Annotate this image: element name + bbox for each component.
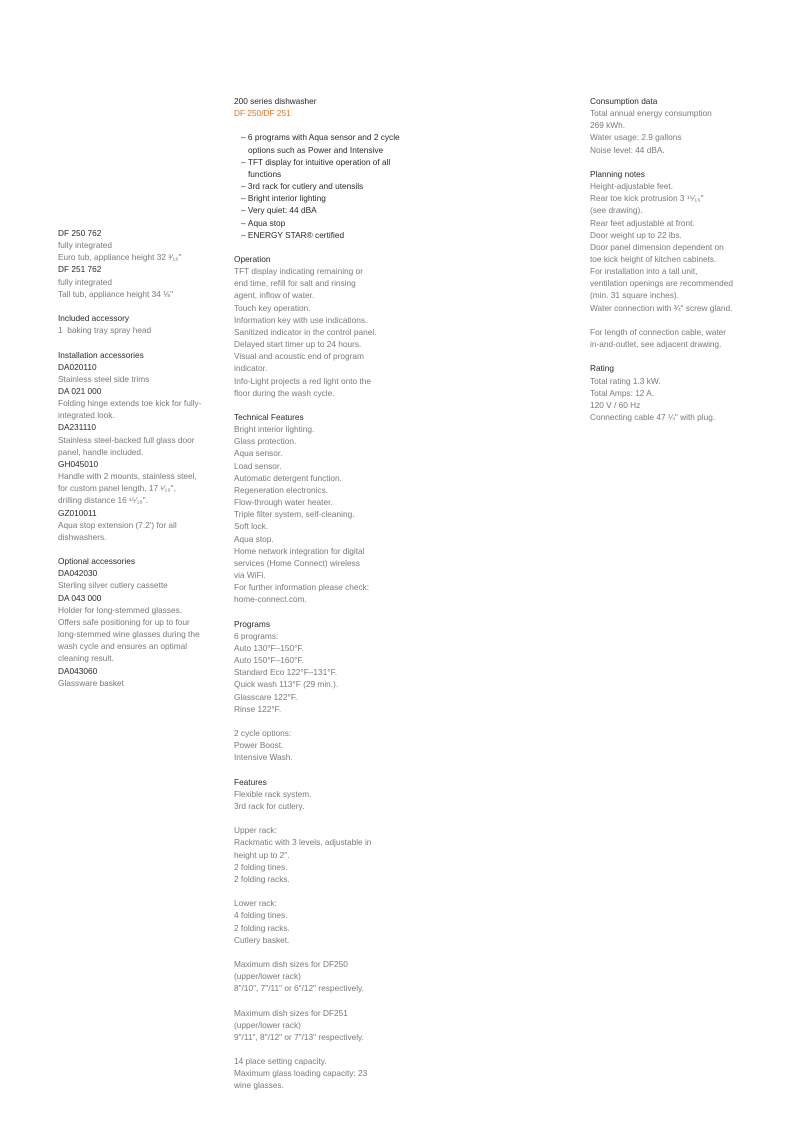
text-line: Cutlery basket. (234, 934, 290, 945)
text-line: in-and-outlet, see adjacent drawing. (590, 339, 722, 350)
text-line: 2 folding racks. (234, 873, 290, 884)
text-line: end time, refill for salt and rinsing (234, 278, 356, 289)
text-line: Flexible rack system. (234, 788, 312, 799)
text-line: Water connection with ¾" screw gland. (590, 302, 733, 313)
accessory-code: GH045010 (58, 458, 99, 469)
section-heading: Operation (234, 254, 271, 264)
text-line: toe kick height of kitchen cabinets. (590, 254, 717, 265)
text-line: Maximum dish sizes for DF251 (234, 1007, 348, 1018)
left-column (58, 227, 223, 701)
text-line: wine glasses. (234, 1080, 284, 1091)
model-desc: Euro tub, appliance height 32 ³⁄₁₆" (58, 252, 182, 263)
text-line: (see drawing). (590, 205, 643, 216)
lower-rack-section (234, 897, 404, 946)
optional-accessories-section (58, 555, 223, 689)
highlight-item: – 3rd rack for cutlery and utensils (234, 180, 404, 192)
consumption-section (590, 95, 765, 156)
accessory-desc: Stainless steel side trims (58, 373, 150, 384)
text-line: Bright interior lighting. (234, 424, 315, 435)
cycle-options-section (234, 727, 404, 763)
text-line: Total rating 1.3 kW. (590, 375, 661, 386)
text-line: Visual and acoustic end of program (234, 351, 364, 362)
accessory-code: DA 021 000 (58, 386, 102, 396)
accessory-desc: drilling distance 16 ¹⁵⁄₁₆". (58, 495, 149, 506)
text-line: Aqua stop. (234, 533, 274, 544)
df251-dish-sizes (234, 1007, 404, 1043)
accessory-code: DA020110 (58, 361, 97, 372)
right-column (590, 95, 765, 435)
features-section (234, 776, 404, 812)
highlight-item: – ENERGY STAR® certified (234, 229, 404, 241)
text-line: height up to 2". (234, 849, 290, 860)
df250-dish-sizes (234, 958, 404, 994)
accessory-desc: Handle with 2 mounts, stainless steel, (58, 471, 197, 482)
text-line: Auto 150°F–160°F. (234, 655, 304, 666)
models-section (58, 227, 223, 300)
model-desc: fully integrated (58, 240, 112, 251)
text-line: For further information please check: (234, 582, 370, 593)
accessory-desc: Aqua stop extension (7.2') for all (58, 519, 177, 530)
accessory-desc: panel, handle included. (58, 446, 144, 457)
text-line: Door panel dimension dependent on (590, 241, 724, 252)
programs-section (234, 618, 404, 715)
text-line: ventilation openings are recommended (590, 278, 733, 289)
text-line: Connecting cable 47 ¼" with plug. (590, 412, 716, 423)
text-line: (min. 31 square inches). (590, 290, 680, 301)
text-line: Rear feet adjustable at front. (590, 217, 695, 228)
highlight-item: – Bright interior lighting (234, 192, 404, 204)
text-line: For length of connection cable, water (590, 326, 727, 337)
text-line: agent, inflow of water. (234, 290, 315, 301)
text-line: home-connect.com. (234, 594, 307, 605)
text-line: services (Home Connect) wireless (234, 557, 360, 568)
operation-section (234, 253, 404, 399)
text-line: 120 V / 60 Hz (590, 399, 641, 410)
text-line: Lower rack: (234, 898, 277, 909)
text-line: Upper rack: (234, 825, 277, 836)
accessory-desc: Offers safe positioning for up to four (58, 616, 190, 627)
accessory-desc: dishwashers. (58, 531, 107, 542)
accessory-desc: long-stemmed wine glasses during the (58, 629, 200, 640)
text-line: Glasscare 122°F. (234, 691, 298, 702)
accessory-desc: wash cycle and ensures an optimal (58, 641, 188, 652)
accessory-desc: for custom panel length, 17 ¹⁄₁₆", (58, 483, 176, 494)
text-line: For installation into a tall unit, (590, 266, 698, 277)
text-line: Water usage: 2.9 gallons (590, 132, 682, 143)
text-line: 6 programs: (234, 630, 279, 641)
text-line: 9"/11", 8"/12" or 7"/13" respectively. (234, 1031, 364, 1042)
text-line: Quick wash 113°F (29 min.). (234, 679, 339, 690)
text-line: Home network integration for digital (234, 545, 365, 556)
accessory-code: DA042030 (58, 568, 98, 579)
section-heading: Installation accessories (58, 349, 144, 360)
text-line: via WiFi. (234, 570, 266, 581)
text-line: Information key with use indications. (234, 314, 368, 325)
installation-accessories-section (58, 349, 223, 544)
text-line: Height-adjustable feet. (590, 181, 674, 192)
text-line: Total Amps: 12 A. (590, 387, 655, 398)
text-line: 2 folding racks. (234, 922, 290, 933)
text-line: Maximum glass loading capacity: 23 (234, 1068, 368, 1079)
section-heading: Programs (234, 618, 270, 629)
highlight-item: – Very quiet: 44 dBA (234, 204, 404, 216)
text-line: Delayed start timer up to 24 hours. (234, 339, 362, 350)
accessory-desc: integrated look. (58, 410, 115, 421)
middle-column (234, 95, 404, 1104)
text-line: Soft lock. (234, 521, 269, 532)
text-line: Total annual energy consumption (590, 108, 712, 119)
text-line: Touch key operation. (234, 302, 311, 313)
accessory-item: 1 baking tray spray head (58, 325, 152, 336)
accessory-desc: Folding hinge extends toe kick for fully- (58, 398, 202, 409)
section-heading: Consumption data (590, 96, 658, 106)
accessory-code: DA 043 000 (58, 592, 102, 603)
text-line: Rear toe kick protrusion 3 ¹⁵⁄₁₆" (590, 193, 704, 204)
text-line: Rackmatic with 3 levels, adjustable in (234, 837, 372, 848)
accessory-desc: Glassware basket (58, 677, 124, 688)
text-line: Glass protection. (234, 436, 297, 447)
section-heading: Optional accessories (58, 556, 136, 567)
accessory-code: GZ010011 (58, 507, 97, 518)
capacity-section (234, 1055, 404, 1091)
text-line: Intensive Wash. (234, 752, 293, 763)
text-line: Aqua sensor. (234, 448, 283, 459)
text-line: Automatic detergent function. (234, 472, 342, 483)
highlight-item: – TFT display for intuitive operation of all functions (234, 156, 404, 180)
text-line: Flow-through water heater. (234, 497, 333, 508)
accessory-desc: Holder for long-stemmed glasses. (58, 604, 183, 615)
highlight-item: – Aqua stop (234, 217, 404, 229)
text-line: floor during the wash cycle. (234, 387, 335, 398)
section-heading: Rating (590, 363, 614, 374)
section-heading: Technical Features (234, 412, 304, 423)
text-line: Load sensor. (234, 460, 282, 471)
text-line: 2 folding tines. (234, 861, 288, 872)
text-line: Regeneration electronics. (234, 484, 329, 495)
text-line: 8"/10", 7"/11" or 6"/12" respectively. (234, 983, 364, 994)
text-line: Auto 130°F–150°F. (234, 642, 304, 653)
text-line: Power Boost. (234, 740, 284, 751)
text-line: (upper/lower rack) (234, 1019, 301, 1030)
text-line: TFT display indicating remaining or (234, 266, 363, 277)
accessory-code: DA043060 (58, 665, 98, 676)
model-code: DF 250 762 (58, 228, 102, 238)
planning-notes-section (590, 168, 765, 314)
text-line: Door weight up to 22 lbs. (590, 229, 682, 240)
text-line: Sanitized indicator in the control panel. (234, 326, 377, 337)
text-line: (upper/lower rack) (234, 971, 301, 982)
rating-section (590, 362, 765, 423)
accessory-desc: Sterling silver cutlery cassette (58, 580, 168, 591)
text-line: Maximum dish sizes for DF250 (234, 958, 348, 969)
text-line: indicator. (234, 363, 268, 374)
accessory-code: DA231110 (58, 422, 96, 433)
accessory-desc: Stainless steel-backed full glass door (58, 434, 195, 445)
text-line: Standard Eco 122°F–131°F. (234, 667, 338, 678)
included-accessory-section (58, 312, 223, 336)
highlights-list (234, 131, 404, 240)
text-line: Info-Light projects a red light onto the (234, 375, 371, 386)
accessory-desc: cleaning result. (58, 653, 114, 664)
series-title: 200 series dishwasher (234, 96, 317, 106)
technical-features-section (234, 411, 404, 606)
text-line: 269 kWh. (590, 120, 626, 131)
text-line: Rinse 122°F. (234, 703, 282, 714)
text-line: 3rd rack for cutlery. (234, 800, 305, 811)
section-heading: Features (234, 776, 267, 787)
section-heading: Included accessory (58, 313, 130, 324)
text-line: Triple filter system, self-cleaning. (234, 509, 355, 520)
section-heading: Planning notes (590, 168, 645, 179)
text-line: 14 place setting capacity. (234, 1056, 327, 1067)
connection-note-section (590, 326, 765, 350)
text-line: 4 folding tines. (234, 910, 288, 921)
model-title: DF 250/DF 251 (234, 108, 291, 119)
text-line: Noise level: 44 dBA. (590, 144, 665, 155)
highlight-item: – 6 programs with Aqua sensor and 2 cycle options such as Power and Intensive (234, 131, 404, 155)
model-desc: fully integrated (58, 276, 112, 287)
model-desc: Tall tub, appliance height 34 ⅛" (58, 288, 174, 299)
model-code: DF 251 762 (58, 264, 102, 275)
text-line: 2 cycle options: (234, 728, 292, 739)
upper-rack-section (234, 824, 404, 885)
